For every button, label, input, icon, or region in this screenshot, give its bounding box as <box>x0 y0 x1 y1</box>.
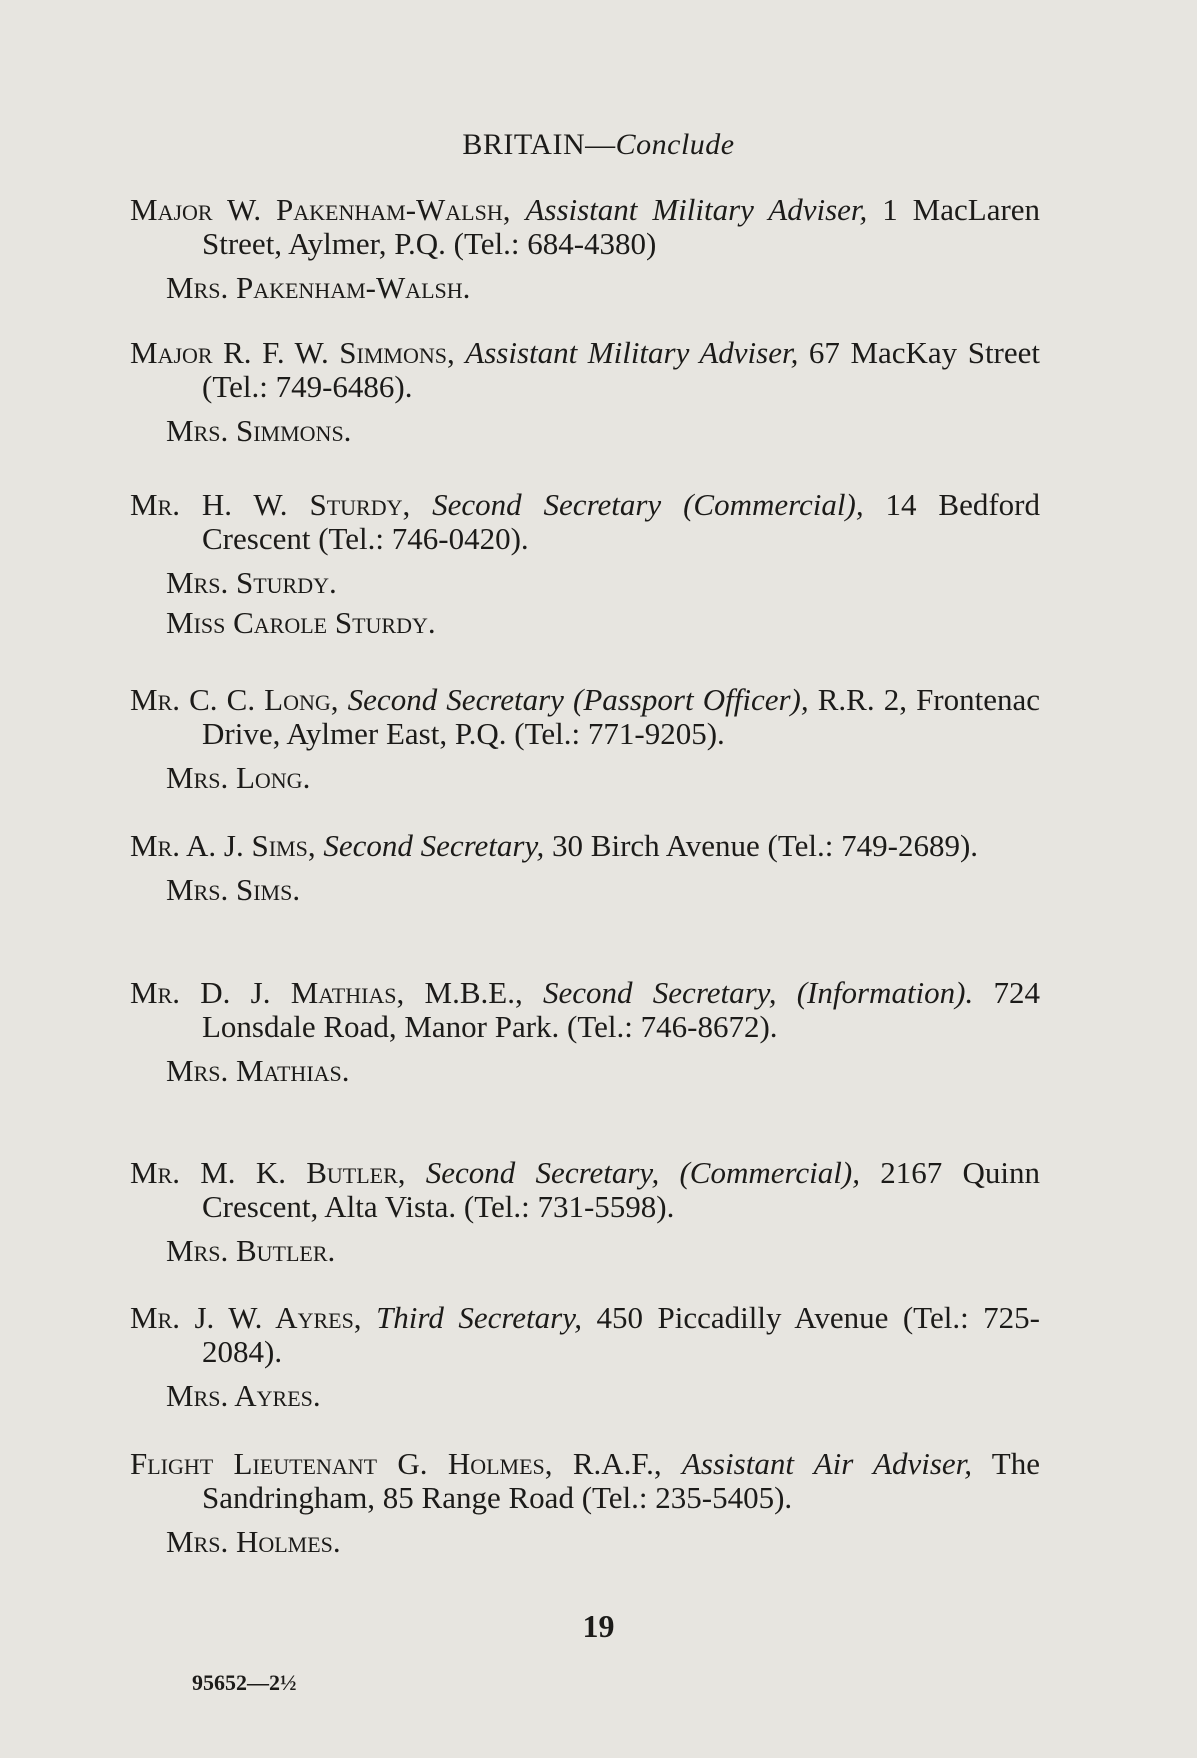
entry-name: Major W. Pakenham-Walsh, <box>130 192 511 227</box>
entry-title: Second Secretary (Passport Officer), <box>347 682 809 717</box>
entry-main <box>130 1156 1040 1224</box>
entry-name: Mr. J. W. Ayres, <box>130 1300 362 1335</box>
entry-title: Assistant Air Adviser, <box>681 1446 973 1481</box>
entry-address: 14 Bedford Crescent (Tel.: 746-0420). <box>202 487 1040 556</box>
entry-spouse: Mrs. Ayres. <box>166 1378 321 1413</box>
entry-address: 724 Lonsdale Road, Manor Park. (Tel.: 746-8672). <box>202 975 1041 1044</box>
staff-entry <box>130 336 1040 448</box>
staff-entry <box>130 1156 1040 1268</box>
entry-spouse: Mrs. Long. <box>166 760 311 795</box>
entry-main <box>130 976 1040 1044</box>
entry-name: Mr. H. W. Sturdy, <box>130 487 411 522</box>
entry-main <box>130 1301 1040 1369</box>
entry-title: Second Secretary, (Commercial), <box>425 1155 860 1190</box>
entry-spouse: Mrs. Holmes. <box>166 1524 341 1559</box>
entry-address: 67 MacKay Street (Tel.: 749-6486). <box>202 335 1041 404</box>
staff-entry <box>130 193 1040 305</box>
staff-entry <box>130 683 1040 795</box>
staff-entry <box>130 488 1040 640</box>
staff-entry <box>130 976 1040 1088</box>
entry-family-member: Miss Carole Sturdy. <box>166 605 436 640</box>
entry-spouse: Mrs. Sims. <box>166 872 301 907</box>
staff-entry <box>130 1447 1040 1559</box>
entry-spouse: Mrs. Simmons. <box>166 413 352 448</box>
entry-title: Third Secretary, <box>376 1300 582 1335</box>
entry-name: Flight Lieutenant G. Holmes, R.A.F., <box>130 1446 662 1481</box>
entry-main <box>130 1447 1040 1515</box>
entry-name: Major R. F. W. Simmons, <box>130 335 455 370</box>
entry-address: 1 MacLaren Street, Aylmer, P.Q. (Tel.: 684-4380) <box>202 192 1041 261</box>
entry-title: Assistant Military Adviser, <box>525 192 868 227</box>
entry-title: Second Secretary, <box>323 828 545 863</box>
page-number: 19 <box>582 1608 615 1644</box>
entry-main <box>130 488 1040 556</box>
entry-address: 2167 Quinn Crescent, Alta Vista. (Tel.: 731-5598). <box>202 1155 1041 1224</box>
entry-main <box>130 336 1040 404</box>
entry-main <box>130 829 1040 863</box>
entry-name: Mr. A. J. Sims, <box>130 828 316 863</box>
entry-title: Assistant Military Adviser, <box>465 335 799 370</box>
entry-main <box>130 683 1040 751</box>
entry-spouse: Mrs. Mathias. <box>166 1053 350 1088</box>
entry-address: The Sandringham, 85 Range Road (Tel.: 235-5405). <box>202 1446 1040 1515</box>
entry-name: Mr. D. J. Mathias, M.B.E., <box>130 975 523 1010</box>
entry-name: Mr. M. K. Butler, <box>130 1155 406 1190</box>
entry-name: Mr. C. C. Long, <box>130 682 339 717</box>
staff-entry <box>130 829 1040 907</box>
staff-entry <box>130 1301 1040 1413</box>
heading-suffix: Conclude <box>615 128 735 161</box>
entry-address: 450 Piccadilly Avenue (Tel.: 725-2084). <box>202 1300 1040 1369</box>
heading-country: BRITAIN— <box>462 128 616 161</box>
entry-address: 30 Birch Avenue (Tel.: 749-2689). <box>552 828 979 863</box>
entry-title: Second Secretary, (Information). <box>543 975 974 1010</box>
entry-address: R.R. 2, Frontenac Drive, Aylmer East, P.Q. (Tel.: 771-9205). <box>202 682 1041 751</box>
print-code: 95652—2½ <box>192 1670 297 1695</box>
section-heading <box>0 128 1197 162</box>
entry-spouse: Mrs. Pakenham-Walsh. <box>166 270 471 305</box>
entry-title: Second Secretary (Commercial), <box>432 487 864 522</box>
entry-spouse: Mrs. Butler. <box>166 1233 336 1268</box>
entry-spouse: Mrs. Sturdy. <box>166 565 337 600</box>
entry-main <box>130 193 1040 261</box>
